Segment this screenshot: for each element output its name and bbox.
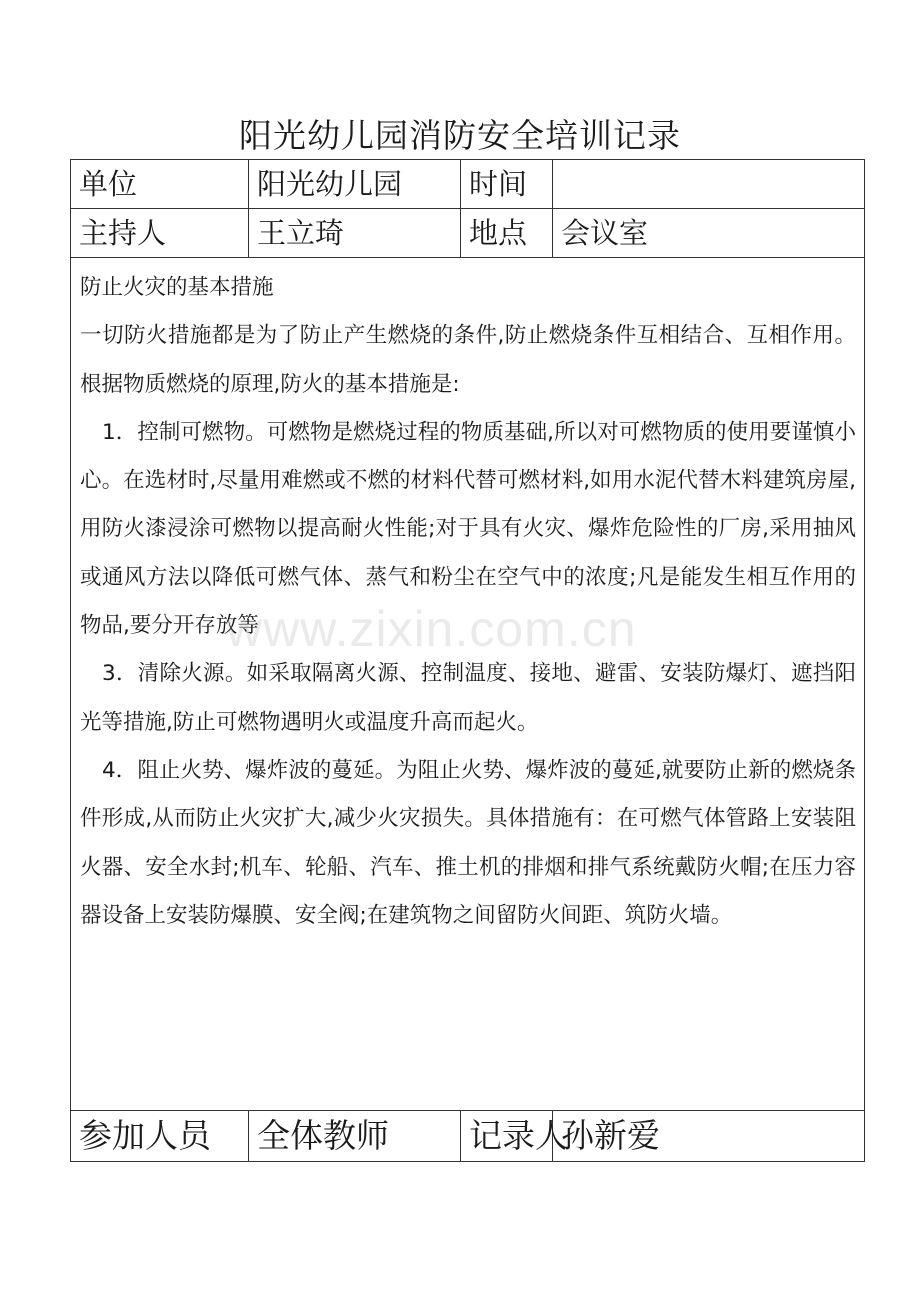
place-value: 会议室	[553, 209, 865, 258]
page-title: 阳光幼儿园消防安全培训记录	[239, 116, 681, 155]
watermark: www.zixin.com.cn	[226, 601, 637, 657]
host-row	[71, 209, 865, 258]
content-cell	[71, 258, 865, 1111]
place-label: 地点	[461, 209, 553, 258]
unit-label: 单位	[71, 160, 249, 209]
unit-row	[71, 160, 865, 209]
training-record-table	[70, 159, 865, 1162]
content-paragraph: 4．阻止火势、爆炸波的蔓延。为阻止火势、爆炸波的蔓延,就要防止新的燃烧条件形成,从而防止火灾扩大,减少火灾损失。具体措施有：在可燃气体管路上安装阻火器、安全水封;机车、轮船、汽车、推土机的排烟和排气系统戴防火帽;在压力容器设备上安装防爆膜、安全阀;在建筑物之间留防火间距、筑防火墙。	[80, 757, 856, 928]
recorder-value: 孙新爱	[553, 1111, 865, 1162]
content-heading: 防止火灾的基本措施	[80, 275, 274, 300]
time-value	[553, 160, 865, 209]
content-paragraph: 3．清除火源。如采取隔离火源、控制温度、接地、避雷、安装防爆灯、遮挡阳光等措施,防止可燃物遇明火或温度升高而起火。	[80, 661, 856, 735]
participants-label: 参加人员	[71, 1111, 249, 1162]
participants-row	[71, 1111, 865, 1162]
participants-value: 全体教师	[249, 1111, 461, 1162]
host-value: 王立琦	[249, 209, 461, 258]
recorder-label: 记录人	[461, 1111, 553, 1162]
time-label: 时间	[461, 160, 553, 209]
content-paragraph: 1．控制可燃物。可燃物是燃烧过程的物质基础,所以对可燃物质的使用要谨慎小心。在选材时,尽量用难燃或不燃的材料代替可燃材料,如用水泥代替木料建筑房屋,用防火漆浸涂可燃物以提高耐火性能;对于具有火灾、爆炸危险性的厂房,采用抽风或通风方法以降低可燃气体、蒸气和粉尘在空气中的浓度;凡是能发生相互作用的物品,要分开存放等	[80, 419, 856, 639]
host-label: 主持人	[71, 209, 249, 258]
content-row	[71, 258, 865, 1111]
content-paragraph: 一切防火措施都是为了防止产生燃烧的条件,防止燃烧条件互相结合、互相作用。根据物质燃烧的原理,防火的基本措施是:	[80, 323, 856, 397]
unit-value: 阳光幼儿园	[249, 160, 461, 209]
